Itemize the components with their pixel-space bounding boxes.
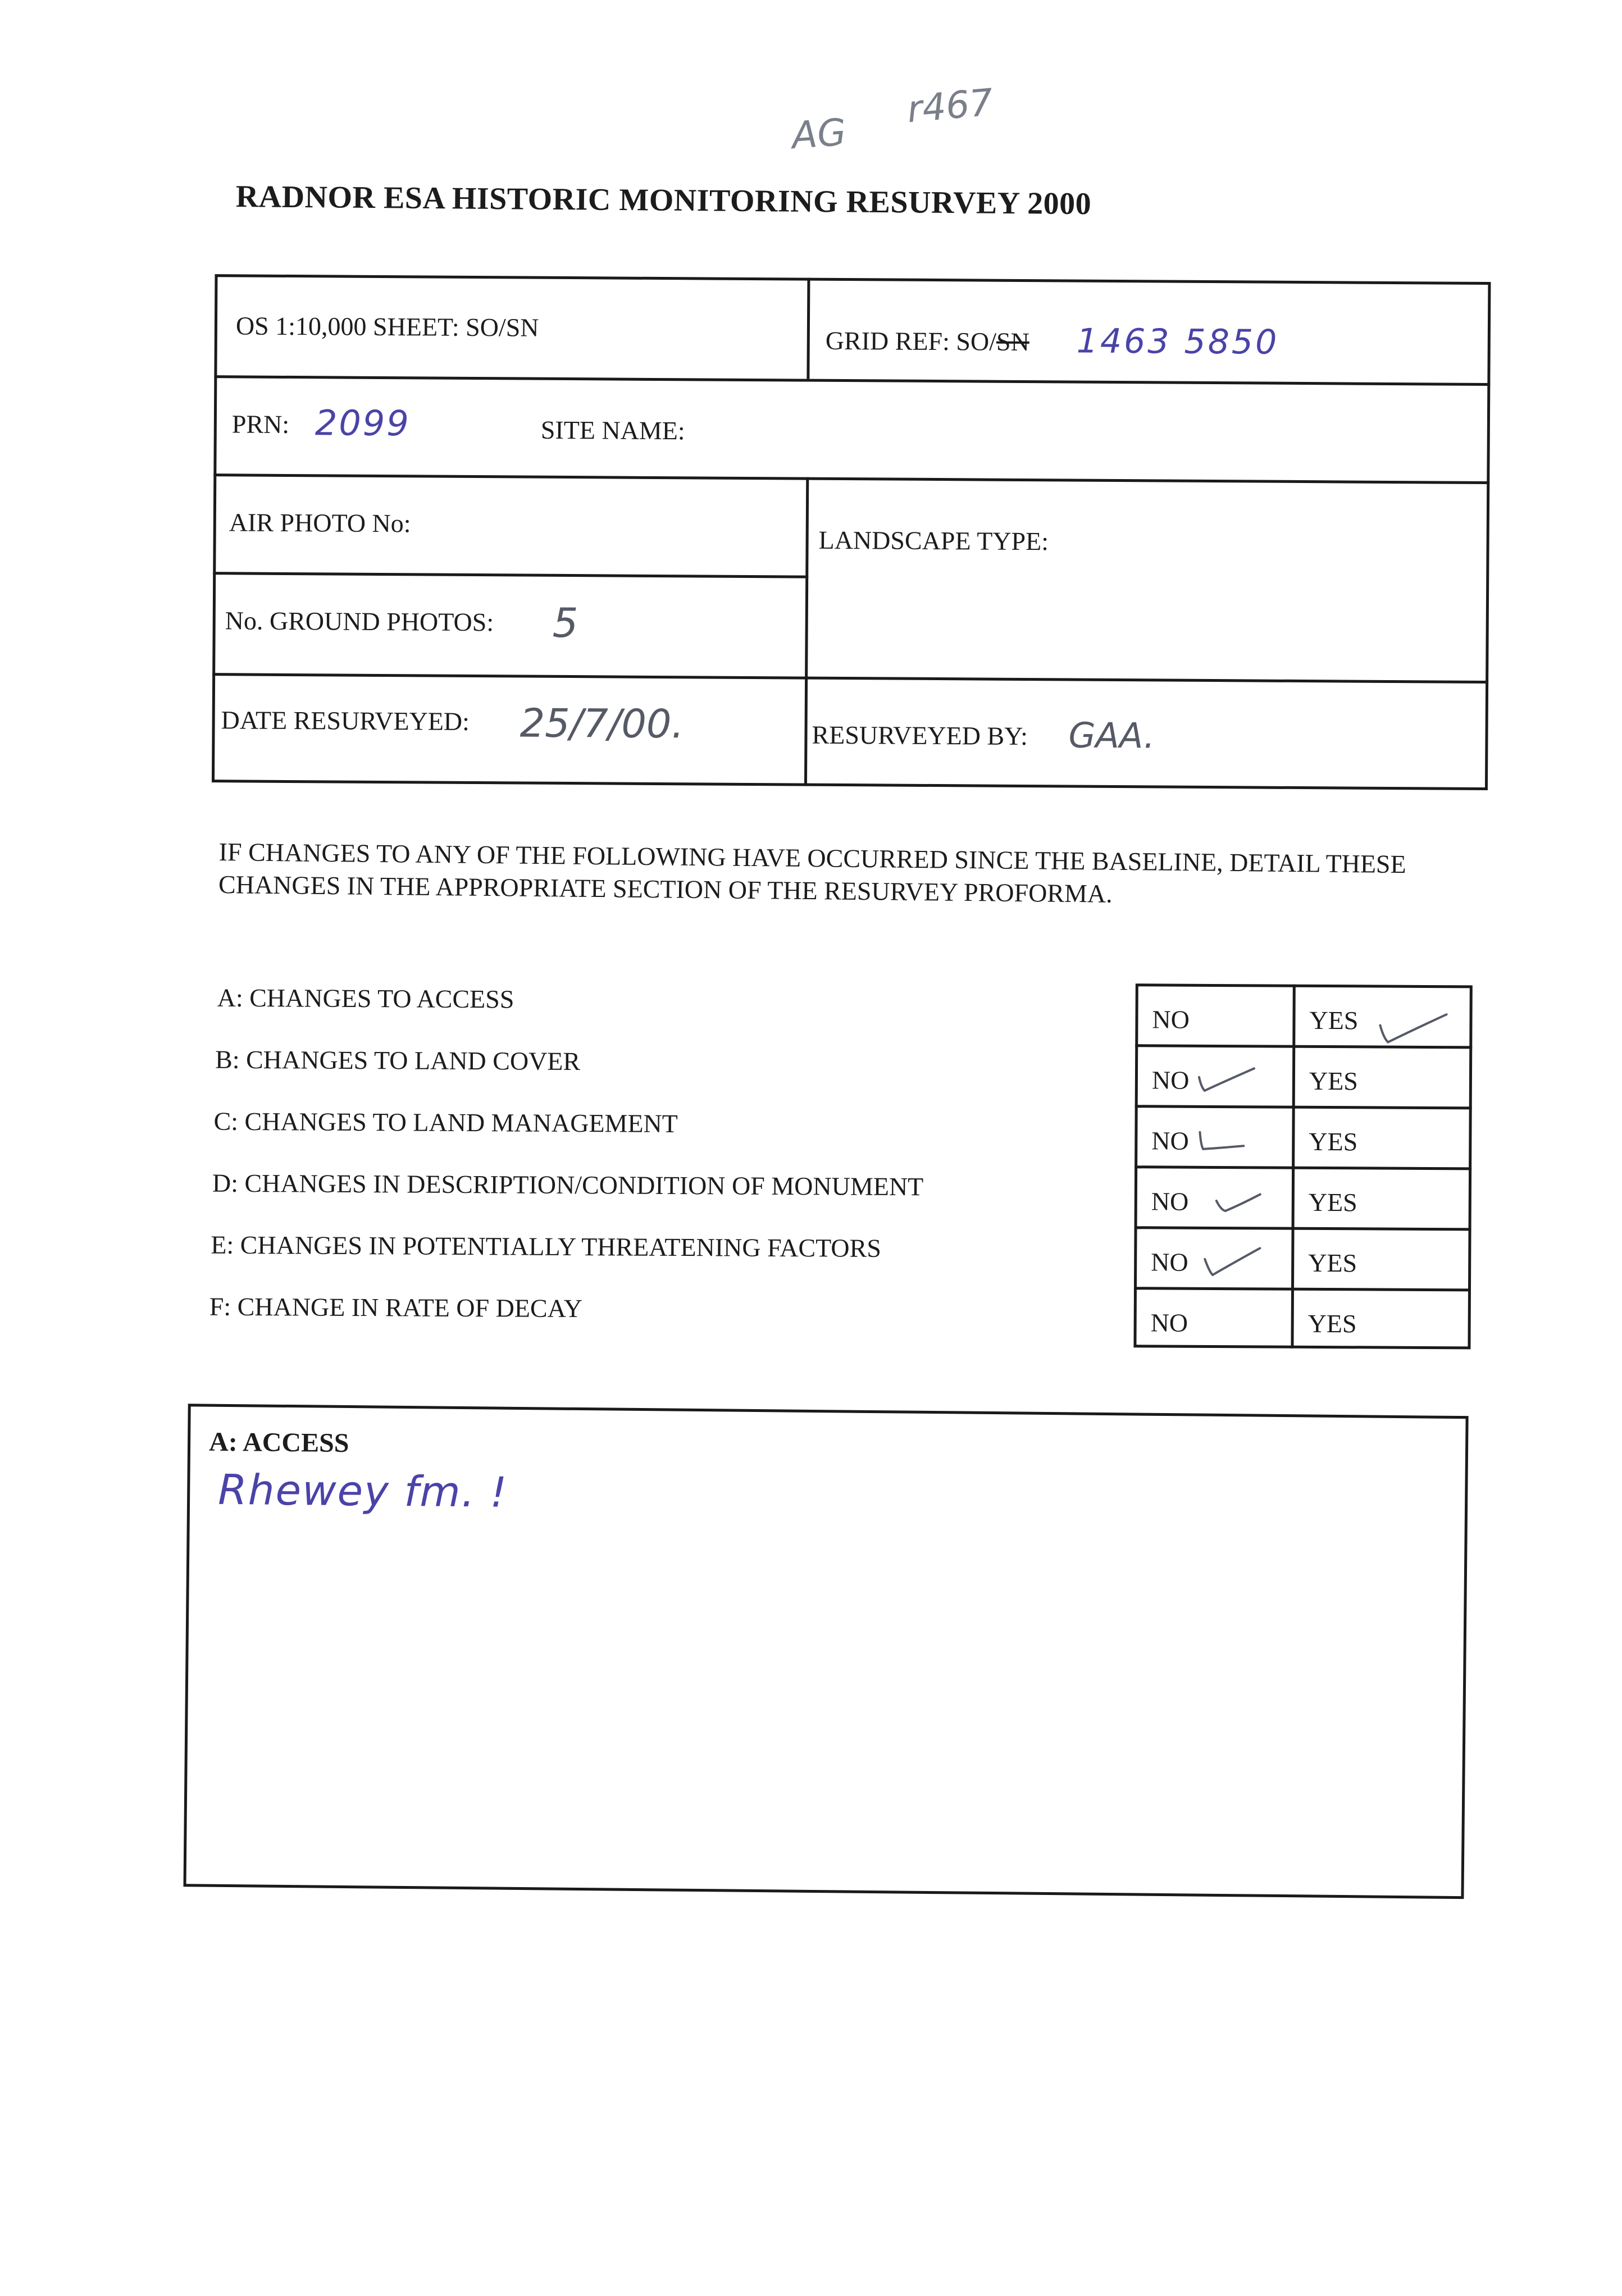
yes-checkbox-e[interactable]: YES	[1308, 1248, 1357, 1278]
yes-checkbox-f[interactable]: YES	[1307, 1309, 1357, 1338]
date-resurveyed-value: 25/7/00.	[520, 700, 684, 748]
os-sheet-label: OS 1:10,000 SHEET: SO/SN	[235, 311, 539, 342]
access-note[interactable]: Rhewey fm. !	[217, 1465, 508, 1517]
air-photo-label: AIR PHOTO No:	[229, 508, 411, 538]
change-label-e: E: CHANGES IN POTENTIALLY THREATENING FACTORS	[211, 1230, 882, 1263]
change-label-c: C: CHANGES TO LAND MANAGEMENT	[213, 1106, 678, 1138]
no-checkbox-e[interactable]: NO	[1151, 1247, 1188, 1277]
site-name-label: SITE NAME:	[540, 415, 685, 445]
yes-checkbox-d[interactable]: YES	[1308, 1187, 1357, 1217]
pencil-note-ref: r467	[905, 80, 995, 131]
yes-checkbox-c[interactable]: YES	[1309, 1127, 1358, 1156]
no-checkbox-a[interactable]: NO	[1152, 1005, 1190, 1034]
change-label-a: A: CHANGES TO ACCESS	[217, 983, 514, 1014]
resurveyed-by-value: GAA.	[1068, 714, 1155, 757]
yes-checkbox-a[interactable]: YES	[1309, 1005, 1359, 1035]
no-checkbox-c[interactable]: NO	[1151, 1126, 1189, 1155]
grid-ref-value: 1463 5850	[1076, 321, 1279, 362]
change-label-b: B: CHANGES TO LAND COVER	[215, 1045, 581, 1076]
yes-checkbox-b[interactable]: YES	[1309, 1066, 1358, 1096]
prn-value: 2099	[315, 402, 411, 444]
no-checkbox-f[interactable]: NO	[1150, 1308, 1188, 1337]
access-section-title: A: ACCESS	[208, 1427, 349, 1459]
date-resurveyed-label: DATE RESURVEYED:	[221, 705, 470, 736]
no-checkbox-d[interactable]: NO	[1151, 1187, 1189, 1216]
ground-photos-label: No. GROUND PHOTOS:	[225, 606, 494, 637]
pencil-note-ag: AG	[790, 110, 848, 158]
form-title: RADNOR ESA HISTORIC MONITORING RESURVEY 2000	[235, 179, 1092, 222]
change-label-f: F: CHANGE IN RATE OF DECAY	[209, 1292, 583, 1323]
prn-label: PRN:	[231, 409, 290, 439]
landscape-type-label: LANDSCAPE TYPE:	[818, 525, 1049, 556]
grid-ref-struck-text: SN	[996, 327, 1029, 357]
resurveyed-by-label: RESURVEYED BY:	[812, 720, 1028, 751]
change-label-d: D: CHANGES IN DESCRIPTION/CONDITION OF MONUMENT	[212, 1168, 924, 1201]
ground-photos-value: 5	[552, 599, 578, 647]
grid-ref-label: GRID REF: SO/	[825, 326, 997, 356]
no-checkbox-b[interactable]: NO	[1151, 1065, 1190, 1095]
instructions-text: IF CHANGES TO ANY OF THE FOLLOWING HAVE OCCURRED SINCE THE BASELINE, DETAIL THESE CHANGES IN THE APPROPRIATE SECTION OF THE RESURVEY PROFORMA.	[218, 837, 1406, 908]
